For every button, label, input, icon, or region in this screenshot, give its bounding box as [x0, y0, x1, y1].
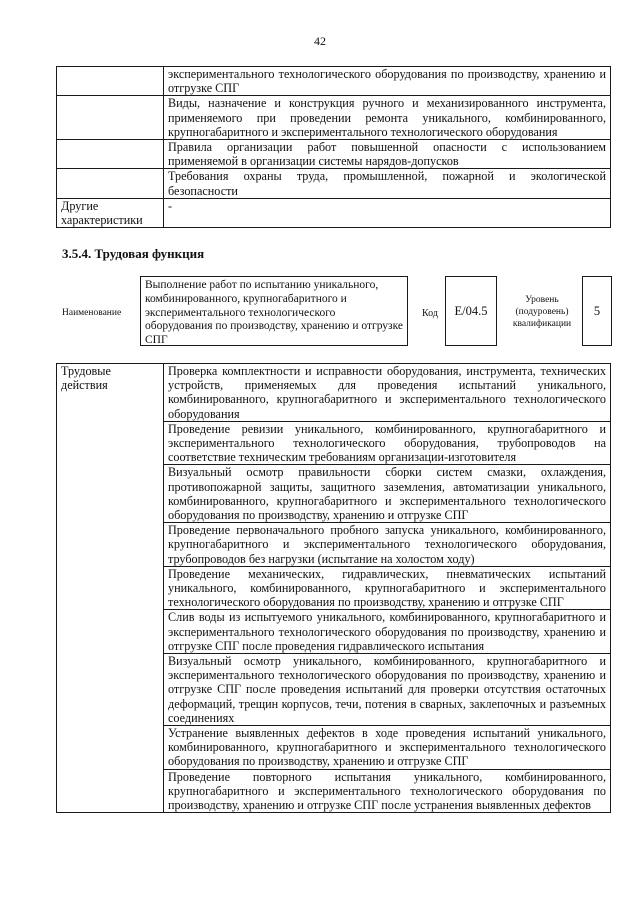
- labor-action-item: Слив воды из испытуемого уникального, комбинированного, крупногабаритного и экспериментального технологического оборудования по производству, хранению и отгрузке СПГ после проведения гидравлического испытания: [164, 610, 611, 654]
- labor-action-item: Визуальный осмотр правильности сборки систем смазки, охлаждения, противопожарной защиты, защитного заземления, автоматизации уникального, комбинированного, крупногабаритного и экспериментального технологического оборудования по производству, хранению и отгрузке СПГ: [164, 465, 611, 523]
- labor-action-item: Проверка комплектности и исправности оборудования, инструмента, технических устройств, применяемых для проведения испытаний уникального, комбинированного, крупногабаритного и экспериментального технологического оборудования: [164, 364, 611, 422]
- table-cell-text: Виды, назначение и конструкция ручного и механизированного инструмента, применяемого при проведении ремонта уникального, комбинированного, крупногабаритного и экспериментального технологического оборудования: [164, 96, 611, 140]
- page-number: 42: [314, 34, 326, 48]
- code-label: Код: [422, 308, 438, 319]
- table-cell-label: [57, 140, 164, 169]
- labor-action-item: Проведение повторного испытания уникального, комбинированного, крупногабаритного и экспериментального технологического оборудования по производству, хранению и отгрузке СПГ после устранения выявленных дефектов: [164, 769, 611, 813]
- other-characteristics-value: -: [164, 198, 611, 227]
- labor-action-item: Проведение ревизии уникального, комбинированного, крупногабаритного и экспериментального технологического оборудования, трубопроводов на соответствие техническим требованиям организации-изготовителя: [164, 421, 611, 465]
- qualification-level-label: Уровень (подуровень) квалификации: [512, 295, 572, 329]
- labor-action-item: Устранение выявленных дефектов в ходе проведения испытаний уникального, комбинированного, крупногабаритного и экспериментального технологического оборудования по производству, хранению и отгрузке СПГ: [164, 726, 611, 770]
- table-cell-text: экспериментального технологического оборудования по производству, хранению и отгрузке СПГ: [164, 67, 611, 96]
- labor-actions-table: [56, 363, 611, 813]
- knowledge-table: [56, 66, 611, 228]
- table-cell-label: [57, 67, 164, 96]
- table-row: [57, 67, 611, 96]
- table-row: [57, 198, 611, 227]
- labor-action-item: Проведение механических, гидравлических, пневматических испытаний уникального, комбинированного, крупногабаритного и экспериментального технологического оборудования по производству, хранению и отгрузке СПГ: [164, 566, 611, 610]
- table-cell-label: [57, 169, 164, 198]
- labor-action-item: Проведение первоначального пробного запуска уникального, комбинированного, крупногабаритного и экспериментального технологического оборудования, трубопроводов без нагрузки (испытание на холостом ходу): [164, 523, 611, 567]
- function-name-value: Выполнение работ по испытанию уникального, комбинированного, крупногабаритного и экспериментального технологического оборудования по производству, хранению и отгрузке СПГ: [140, 276, 408, 346]
- other-characteristics-label: Другие характеристики: [57, 198, 164, 227]
- section-heading: 3.5.4. Трудовая функция: [62, 246, 205, 261]
- table-cell-text: Требования охраны труда, промышленной, пожарной и экологической безопасности: [164, 169, 611, 198]
- table-row: [57, 140, 611, 169]
- table-row: [57, 169, 611, 198]
- function-name-block: [60, 276, 612, 350]
- labor-action-item: Визуальный осмотр уникального, комбинированного, крупногабаритного и экспериментального технологического оборудования по производству, хранению и отгрузке СПГ после проведения испытаний для проверки отсутствия остаточных деформаций, трещин корпусов, течи, потения в сварных, заклепочных и разъемных соединениях: [164, 654, 611, 726]
- code-value: E/04.5: [445, 276, 497, 346]
- table-row: [57, 364, 611, 422]
- table-cell-text: Правила организации работ повышенной опасности с использованием применяемой в организации системы нарядов-допусков: [164, 140, 611, 169]
- qualification-level-value: 5: [582, 276, 612, 346]
- labor-actions-header: Трудовые действия: [57, 364, 164, 813]
- table-row: [57, 96, 611, 140]
- table-cell-label: [57, 96, 164, 140]
- name-label: Наименование: [62, 308, 122, 318]
